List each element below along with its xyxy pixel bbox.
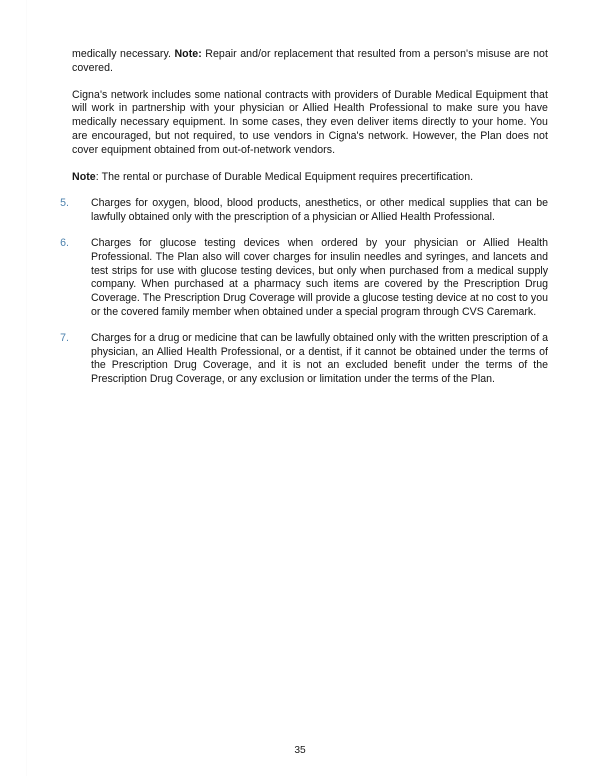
list-item-marker: 7. xyxy=(60,331,69,344)
list-item-text: Charges for glucose testing devices when ordered by your physician or Allied Health Professional. The Plan also will cover charges for insulin needles and syringes, and lancets and test strips for use with glucose testing devices, but only when purchased from a medical supply company. When purchased at a pharmacy such items are covered by the Prescription Drug Coverage. The Prescription Drug Coverage will provide a glucose testing device at no cost to you or the covered family member when obtained under a special program through CVS Caremark. xyxy=(91,236,548,318)
numbered-list-benefits xyxy=(60,197,548,387)
list-item xyxy=(60,236,548,320)
paragraph-medically-necessary xyxy=(72,48,548,76)
paragraph-rest-text: : The rental or purchase of Durable Medical Equipment requires precertification. xyxy=(95,170,474,183)
list-item-text: Charges for oxygen, blood, blood products, anesthetics, or other medical supplies that can be lawfully obtained only with the prescription of a physician or Allied Health Professional. xyxy=(91,197,548,224)
paragraph-cigna-network xyxy=(72,89,548,158)
note-label-bold: Note xyxy=(72,170,96,183)
paragraph-lead-text: medically necessary. xyxy=(72,48,175,60)
page-left-edge-rule xyxy=(26,0,27,776)
list-item xyxy=(60,197,548,225)
paragraph-body-text: Cigna's network includes some national contracts with providers of Durable Medical Equipment that will work in partnership with your physician or Allied Health Professional to make sure you have medically necessary equipment. In some cases, they even deliver items directly to your home. You are encouraged, but not required, to use vendors in Cigna's network. However, the Plan does not cover equipment obtained from out-of-network vendors. xyxy=(72,88,548,156)
list-item-marker: 6. xyxy=(60,236,69,249)
page-content-column xyxy=(60,48,548,387)
paragraph-note-rental xyxy=(72,171,548,185)
page-number: 35 xyxy=(294,745,306,756)
list-item xyxy=(60,331,548,387)
list-item-text: Charges for a drug or medicine that can be lawfully obtained only with the written prescription of a physician, an Allied Health Professional, or a dentist, if it cannot be obtained under the terms of the Prescription Drug Coverage, and it is not an excluded benefit under the terms of the Prescription Drug Coverage, or any exclusion or limitation under the terms of the Plan. xyxy=(91,331,548,386)
page-footer xyxy=(0,740,600,758)
paragraph-rest-text: Repair and/or replacement that resulted from a person's misuse are not covered. xyxy=(72,48,548,74)
list-item-marker: 5. xyxy=(60,197,69,210)
note-label-bold: Note: xyxy=(174,48,202,60)
